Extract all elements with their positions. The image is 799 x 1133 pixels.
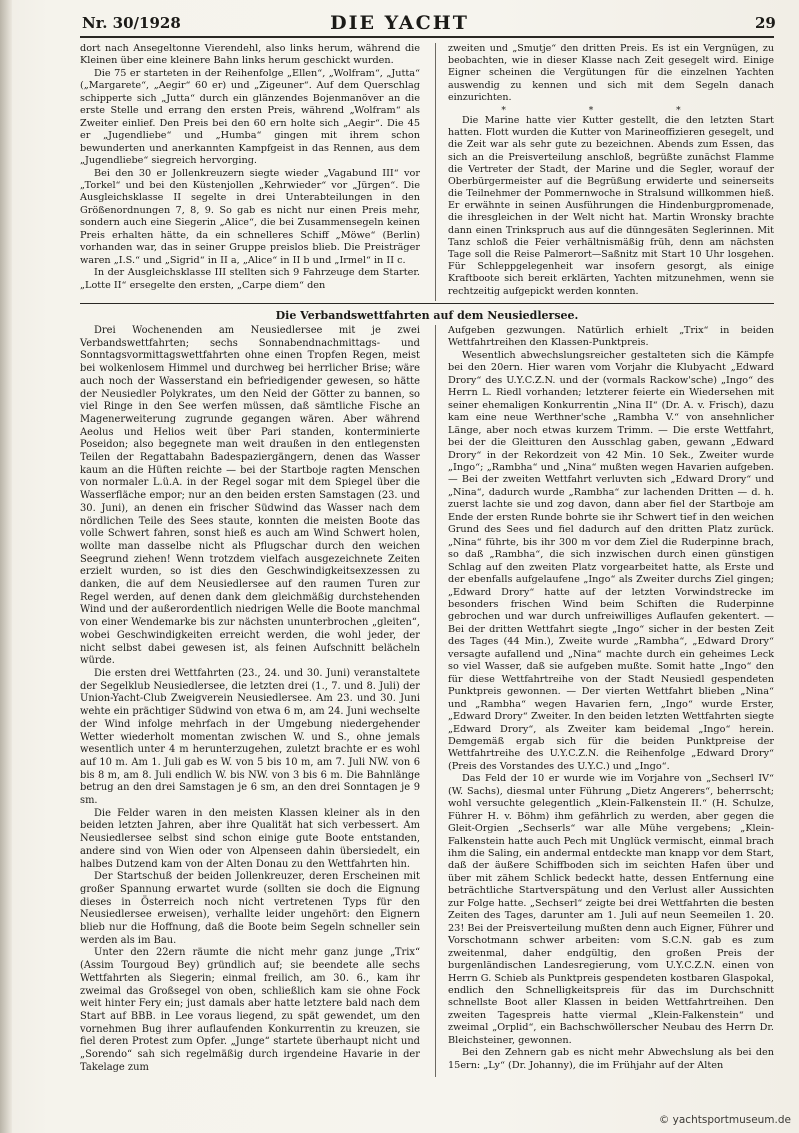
column-top-left [80, 43, 420, 292]
article-column-left [80, 325, 420, 1074]
paragraph: Die Marine hatte vier Kutter gestellt, die den letzten Start hatten. Flott wurden die Kutter von Marineoffizieren gesegelt, und die Zeit war als sehr gute zu bezeichnen. Abends zum Essen, das sich an die Preisverteilung anschloß, begrüßte zunächst Flamme die Vertreter der Stadt, der Marine und die Segler, worauf der Oberbürgermeister auf die Begrüßung erwiderte und seinerseits die Teilnehmer der Pommernwoche in Stralsund willkommen hieß. Er erwähnte in seinen Ausführungen die Hindenburgpromenade, die ihresgleichen in der Welt nicht hat. Martin Wronsky brachte dann einen Trinkspruch aus auf die dünngesäten Seglerinnen. Mit Tanz schloß die Feier verhältnismäßig früh, denn am nächsten Tage soll die Reise Palmerort—Saßnitz mit Start 10 Uhr losgehen. Für Schleppgelegenheit war insofern gesorgt, als einige Kraftboote sich bereit erklärten, Yachten mitzunehmen, wenn sie rechtzeitig aufgepickt werden konnten. [448, 114, 774, 297]
paragraph: Das Feld der 10 er wurde wie im Vorjahre von „Sechserl IV“ (W. Sachs), diesmal unter Führung „Dietz Angerers“, beherrscht; wohl versuchte gelegentlich „Klein-Falkenstein II.“ (H. Schulze, Führer H. v. Böhm) ihm gefährlich zu werden, aber gegen die Gleit-Orgien „Sechserls“ war alle Mühe vergebens; „Klein-Falkenstein hatte auch Pech mit Unglück vermischt, einmal brach ihm die Saling, ein andermal entdeckte man knapp vor dem Start, daß der äußere Schiffboden sich im seichten Hafen über und über mit zähem Schlick bedeckt hatte, dessen Entfernung eine beträchtliche Startverspätung und den Verlust aller Aussichten zur Folge hatte. „Sechserl“ zeigte bei drei Wettfahrten die besten Zeiten des Tages, darunter am 1. Juli auf neun Seemeilen 1. 20. 23! Bei der Preisverteilung mußten denn auch Eigner, Führer und Vorschotmann schwer arbeiten: vom S.C.N. gab es zum zweitenmal, daher endgültig, den großen Preis der burgenländischen Landesregierung, vom U.Y.C.Z.N. einen von Herrn G. Schieb als Punktpreis gespendeten kostbaren Glaspokal, endlich den Schnelligkeitspreis für das im Durchschnitt schnellste Boot aller Klassen in beiden Wettfahrtreihen. Den zweiten Tagespreis hatte viermal „Klein-Falkenstein“ und zweimal „Orplid“, ein Bachschwöllerscher Neubau des Herrn Dr. Bleichsteiner, gewonnen. [448, 773, 774, 1046]
article-title: Die Verbandswettfahrten auf dem Neusiedlersee. [275, 309, 579, 322]
paragraph: Bei den 30 er Jollenkreuzern siegte wieder „Vagabund III“ vor „Torkel“ und bei den Küstenjollen „Kehrwieder“ vor „Jürgen“. Die Ausgleichsklasse II segelte in drei Unterabteilungen in den Größenordnungen 7, 8, 9. So gab es nicht nur einen Preis mehr, sondern auch eine Siegerin „Alice“, die bei Zusammensegeln keinen Preis erhalten hätte, da ein schnelleres Schiff „Möwe“ (Berlin) vorhanden war, das in seiner Gruppe preislos blieb. Die Preisträger waren „I.S.“ und „Sigrid“ in II a, „Alice“ in II b und „Irmel“ in II c. [80, 167, 420, 266]
paragraph: Die 75 er starteten in der Reihenfolge „Ellen“, „Wolfram“, „Jutta“ („Margarete“, „Aegir“ 60 er) und „Zigeuner“. Auf dem Querschlag schipperte sich „Jutta“ durch ein glänzendes Bojenmanöver an die erste Stelle und errang den ersten Preis, während „Wolfram“ als Zweiter einlief. Den Preis bei den 60 ern holte sich „Aegir“. Die 45 er „Jugendliebe“ und „Humba“ gingen mit ihrem schon bewunderten und anerkannten Kampfgeist in das Rennen, aus dem „Jugendliebe“ siegreich hervorging. [80, 67, 420, 167]
column-divider-article [435, 325, 436, 1077]
paragraph: zweiten und „Smutje“ den dritten Preis. Es ist ein Vergnügen, zu beobachten, wie in dieser Klasse nach Zeit gesegelt wird. Einige Eigner scheinen die Vergütungen für die einzelnen Yachten auswendig zu kennen und sich mit dem Segeln danach einzurichten. [448, 43, 774, 103]
paragraph: Die ersten drei Wettfahrten (23., 24. und 30. Juni) veranstaltete der Segelklub Neusiedlersee, die letzten drei (1., 7. und 8. Juli) der Union-Yacht-Club Zweigverein Neusiedlersee. Am 23. und 30. Juni wehte ein prächtiger Südwind von etwa 6 m, am 24. Juni wechselte der Wind infolge mehrfach in der Umgebung niedergehender Wetter wiederholt momentan zwischen W. und S., ohne jemals wesentlich unter 4 m herunterzugehen, zuletzt brachte er es wohl auf 10 m. Am 1. Juli gab es W. von 5 bis 10 m, am 7. Juli NW. von 6 bis 8 m, am 8. Juli endlich W. bis NW. von 3 bis 6 m. Die Bahnlänge betrug an den drei Samstagen je 6 sm, an den drei Sonntagen je 9 sm. [80, 667, 420, 807]
column-divider-top [435, 43, 436, 301]
paragraph: Die Felder waren in den meisten Klassen kleiner als in den beiden letzten Jahren, aber ihre Qualität hat sich verbessert. Am Neusiedlersee selbst sind schon einige gute Boote entstanden, andere sind von Wien oder von Alpenseen dahin übersiedelt, ein halbes Dutzend kam von der Alten Donau zu den Wettfahrten hin. [80, 807, 420, 870]
section-separator: * * * [501, 105, 721, 116]
page-binding-edge [0, 0, 12, 1133]
paragraph: Bei den Zehnern gab es nicht mehr Abwechslung als bei den 15ern: „Ly“ (Dr. Johanny), die im Frühjahr auf der Alten [448, 1047, 774, 1071]
paragraph: Aufgeben gezwungen. Natürlich erhielt „Trix“ in beiden Wettfahrtreihen den Klassen-Punktpreis. [448, 325, 774, 349]
copyright-watermark: © yachtsportmuseum.de [658, 1114, 791, 1126]
section-rule [80, 303, 774, 304]
paragraph: dort nach Ansegeltonne Vierendehl, also links herum, während die Kleinen über eine kleinere Bahn links herum geschickt wurden. [80, 43, 420, 67]
header-rule [80, 36, 774, 38]
article-column-right [448, 325, 774, 1072]
column-top-right [448, 43, 774, 298]
paragraph: Unter den 22ern räumte die nicht mehr ganz junge „Trix“ (Assim Tourgoud Bey) gründlich auf; sie beendete alle sechs Wettfahrten als Siegerin; einmal freilich, am 30. 6., kam ihr zweimal das Großsegel von oben, schließlich kam sie ohne Fock weit hinter Fery ein; just damals aber hatte letztere bald nach dem Start auf BBB. in Lee voraus liegend, zu spät gewendet, um den vornehmen Bug ihrer auflaufenden Konkurrentin zu kreuzen, sie fiel deren Protest zum Opfer. „Junge“ startete überhaupt nicht und „Sorendo“ sah sich regelmäßig durch irgendeine Havarie in der Takelage zum [80, 947, 420, 1073]
paragraph: In der Ausgleichsklasse III stellten sich 9 Fahrzeuge dem Starter. „Lotte II“ ersegelte den ersten, „Carpe diem“ den [80, 267, 420, 291]
paragraph: Wesentlich abwechslungsreicher gestalteten sich die Kämpfe bei den 20ern. Hier waren vom Vorjahr die Klubyacht „Edward Drory“ des U.Y.C.Z.N. und der (vormals Rackow'sche) „Ingo“ des Herrn L. Riedl vorhanden; letzterer feierte ein Wiedersehen mit seiner ehemaligen Konkurrentin „Nina II“ (Dr. A. v. Frisch), dazu kam eine neue Werthner'sche „Rambha V.“ von ansehnlicher Länge, aber noch etwas kurzem Trimm. — Die erste Wettfahrt, bei der die Gleitturen den Ausschlag gaben, gewann „Edward Drory“ in der Rekordzeit von 42 Min. 10 Sek., Zweiter wurde „Ingo“; „Rambha“ und „Nina“ mußten wegen Havarien aufgeben. — Bei der zweiten Wettfahrt verluvten sich „Edward Drory“ und „Nina“, dadurch wurde „Rambha“ zur lachenden Dritten — d. h. zuerst lachte sie und zog davon, dann aber fiel der Startboje am Ende der ersten Runde bohrte sie ihr Schwert tief in den weichen Grund des Sees und fiel dadurch auf den dritten Platz zurück. „Nina“ führte, bis ihr 300 m vor dem Ziel die Ruderpinne brach, so daß „Rambha“, die sich inzwischen durch einen günstigen Schlag auf den zweiten Platz vorgearbeitet hatte, als Erste und der ebenfalls aufgelaufene „Ingo“ als Zweiter durchs Ziel gingen; „Edward Drory“ hatte auf der letzten Vorwindstrecke im besonders frischen Wind beim Schiften die Ruderpinne gebrochen und war durch unfreiwilliges Auflaufen gekentert. — Bei der dritten Wettfahrt siegte „Ingo“ sicher in der besten Zeit des Tages (44 Min.), Zweite wurde „Rambha“, „Edward Drory“ versagte aufallend und „Nina“ machte durch ein geheimes Leck so viel Wasser, daß sie aufgeben mußte. Somit hatte „Ingo“ den für diese Wettfahrtreihe von der Stadt Neusiedl gespendeten Punktpreis gewonnen. — Der vierten Wettfahrt blieben „Nina“ und „Rambha“ wegen Havarien fern, „Ingo“ wurde Erster, „Edward Drory“ Zweiter. In den beiden letzten Wettfahrten siegte „Edward Drory“, als Zweiter kam beidemal „Ingo“ herein. Demgemäß ergab sich für die beiden Punktpreise der Wettfahrtreihe des U.Y.C.Z.N. die Reihenfolge „Edward Drory“ (Preis des Vorstandes des U.Y.C.) und „Ingo“. [448, 349, 774, 772]
page-number: 29 [755, 14, 776, 32]
paragraph: Der Startschuß der beiden Jollenkreuzer, deren Erscheinen mit großer Spannung erwartet wurde (sollten sie doch die Eignung dieses in Österreich noch nicht vertretenen Typs für den Neusiedlersee erweisen), verhallte leider ungehört: den Eignern blieb nur die Hoffnung, daß die Boote beim Segeln schneller sein werden als im Bau. [80, 871, 420, 946]
issue-number: Nr. 30/1928 [82, 14, 181, 32]
paragraph: Drei Wochenenden am Neusiedlersee mit je zwei Verbandswettfahrten; sechs Sonnabendnachmittags- und Sonntagsvormittagswettfahrten ohne einen Tropfen Regen, meist bei wolkenlosem Himmel und durchweg bei herrlicher Brise; wäre auch noch der Wasserstand ein befriedigender gewesen, so hätte der Neusiedler Polykrates, um den Neid der Götter zu bannen, so viel Ringe in den See werfen müssen, daß sämtliche Fische an Magenerweiterung zugrunde gegangen wären. Aber während Aeolus und Helios weit über Pari standen, konterminierte Poseidon; also begegnete man weit draußen in den entlegensten Teilen der Regattabahn Badespaziergängern, denen das Wasser kaum an die Hüften reichte — bei der Startboje ragten Menschen von normaler L.ü.A. in der Regel sogar mit dem Spiegel über die Wasserfläche empor; nur an den beiden ersten Samstagen (23. und 30. Juni), an denen ein frischer Südwind das Wasser nach dem nördlichen Teile des Sees staute, konnten die meisten Boote das volle Schwert fahren, sonst hieß es auch am Wind Schwert holen, wollte man dasselbe nicht als Pflugschar durch den weichen Seegrund ziehen! Wenn trotzdem vielfach ausgezeichnete Zeiten erzielt wurden, so ist dies den Geschwindigkeitsexzessen zu danken, die auf dem Neusiedlersee auf den raumen Turen zur Regel werden, auf denen dank dem gleichmäßig durchstehenden Wind und der außerordentlich niedrigen Welle die Boote manchmal von einer Wendemarke bis zur nächsten ununterbrochen „gleiten“, wobei Geschwindigkeiten erreicht werden, die wohl jeder, der nicht selbst dabei gewesen ist, als feinen Aufschnitt belächeln würde. [80, 325, 420, 667]
magazine-title: DIE YACHT [330, 12, 469, 34]
